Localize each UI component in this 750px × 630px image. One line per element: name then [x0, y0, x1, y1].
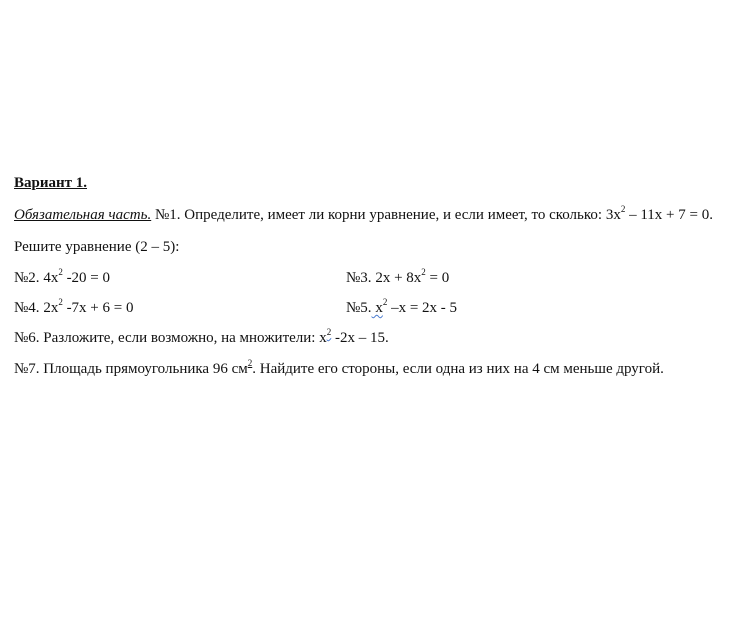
task-5-eq-b: –x = 2x - 5 [387, 300, 458, 316]
task-3-eq-b: = 0 [425, 270, 450, 286]
task-3 [346, 269, 449, 287]
task-row-4-5 [14, 299, 744, 317]
task-1-rest: – 11x + 7 = 0. [625, 207, 713, 223]
task-6-text: №6. Разложите, если возможно, на множители: x [14, 330, 327, 346]
solve-header: Решите уравнение (2 – 5): [14, 239, 180, 255]
task-5-exponent: 2 [382, 297, 388, 307]
task-4-eq-a: 2x [39, 300, 59, 316]
task-6-exponent: 2 [326, 327, 332, 337]
task-5-number: №5. [346, 300, 372, 316]
task-3-number: №3. [346, 270, 372, 286]
task-7 [14, 360, 664, 378]
task-2-number: №2. [14, 270, 40, 286]
task-4 [14, 297, 134, 316]
task-3-eq-a: 2x + 8x [371, 270, 422, 286]
task-1 [14, 206, 713, 224]
required-part-label: Обязательная часть. [14, 207, 152, 223]
task-4-number: №4. [14, 300, 40, 316]
task-3-exponent: 2 [421, 267, 426, 277]
task-6 [14, 329, 389, 347]
task-5 [346, 299, 457, 317]
task-row-2-3 [14, 269, 744, 287]
task-2 [14, 267, 111, 286]
task-1-exponent: 2 [620, 204, 626, 214]
task-7-text: №7. Площадь прямоугольника 96 см [14, 361, 248, 377]
variant-title: Вариант 1. [14, 175, 88, 191]
task-7-rest: . Найдите его стороны, если одна из них на 4 см меньше другой. [252, 361, 664, 377]
task-7-exponent: 2 [247, 358, 253, 368]
task-2-eq-b: -20 = 0 [62, 270, 111, 286]
task-1-text: №1. Определите, имеет ли корни уравнение, и если имеет, то сколько: 3x [151, 207, 621, 223]
task-2-exponent: 2 [58, 267, 63, 277]
task-5-eq-a: x [371, 300, 383, 316]
task-4-eq-b: -7x + 6 = 0 [62, 300, 134, 316]
task-2-eq-a: 4x [39, 270, 59, 286]
task-6-rest: -2x – 15. [331, 330, 389, 346]
task-4-exponent: 2 [58, 297, 63, 307]
